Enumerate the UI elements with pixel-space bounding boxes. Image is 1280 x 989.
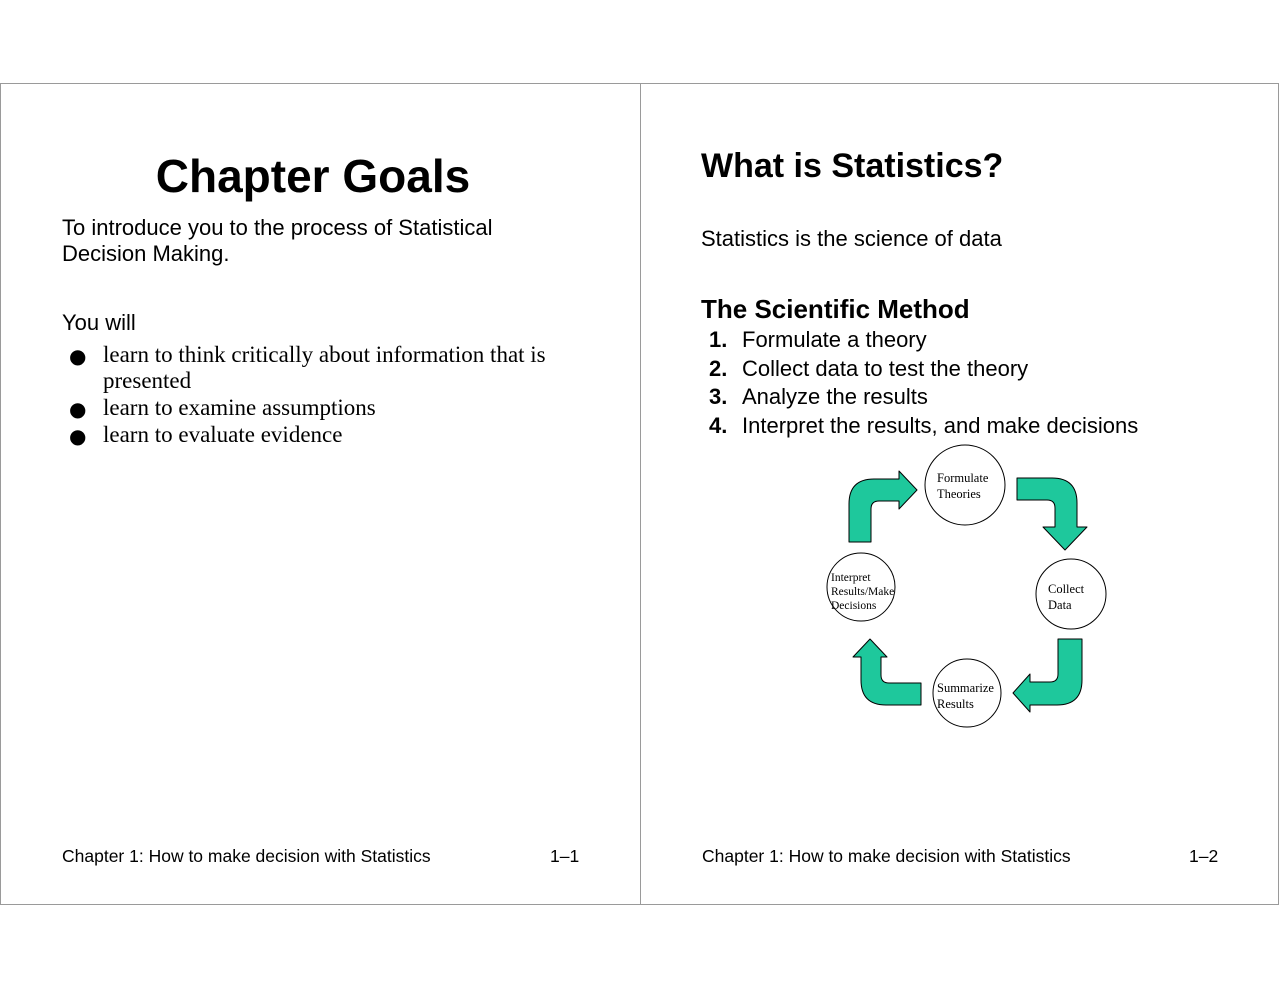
- handout-page: [0, 83, 1279, 905]
- page-number: 1–2: [1189, 846, 1219, 866]
- slide-footer: Chapter 1: How to make decision with Statistics: [702, 846, 1071, 866]
- goal-text: learn to think critically about information that is presented: [103, 342, 546, 393]
- bullet-icon: ●: [69, 424, 87, 448]
- goal-text: learn to evaluate evidence: [103, 422, 343, 447]
- arrow-to-interpret-icon: [853, 639, 921, 705]
- node-label: Results/Make: [831, 586, 895, 598]
- scientific-method-cycle-diagram: [641, 84, 1279, 904]
- step-text: Formulate a theory: [742, 327, 927, 352]
- step-number: 2.: [709, 355, 728, 381]
- section-heading: The Scientific Method: [701, 294, 970, 324]
- bullet-icon: ●: [69, 344, 87, 368]
- node-label: Interpret: [831, 572, 871, 584]
- slide-title: What is Statistics?: [701, 147, 1004, 185]
- step-text: Collect data to test the theory: [742, 355, 1029, 381]
- node-label: Decisions: [831, 600, 877, 612]
- list-item: [69, 342, 589, 394]
- slide-1: [1, 84, 640, 904]
- node-label: Data: [1048, 598, 1072, 612]
- slide-footer: Chapter 1: How to make decision with Statistics: [62, 846, 431, 866]
- cycle-node-formulate: [925, 445, 1005, 525]
- step-text: Interpret the results, and make decisions: [742, 412, 1139, 438]
- node-label: Theories: [937, 487, 981, 501]
- node-label: Formulate: [937, 471, 989, 485]
- intro-text: To introduce you to the process of Statistical Decision Making.: [62, 215, 493, 266]
- node-label: Results: [937, 697, 974, 711]
- step-number: 4.: [709, 412, 728, 438]
- arrow-to-formulate-icon: [849, 471, 917, 542]
- slide-title: Chapter Goals: [155, 150, 471, 202]
- node-circle: [925, 445, 1005, 525]
- slide-2: [641, 84, 1279, 904]
- step-text: Analyze the results: [742, 384, 928, 409]
- list-item: [69, 395, 589, 421]
- node-label: Collect: [1048, 582, 1085, 596]
- definition-text: Statistics is the science of data: [701, 226, 1002, 251]
- goal-text: learn to examine assumptions: [103, 395, 376, 420]
- page-number: 1–1: [550, 846, 580, 866]
- bullet-icon: ●: [69, 397, 87, 421]
- list-item: [69, 422, 589, 448]
- node-label: Summarize: [937, 681, 994, 695]
- arrow-to-summarize-icon: [1013, 639, 1082, 712]
- cycle-node-interpret: [827, 553, 895, 621]
- goals-list: [69, 342, 589, 449]
- step-number: 3.: [709, 384, 728, 409]
- arrow-to-collect-icon: [1017, 478, 1087, 550]
- step-number: 1.: [709, 327, 728, 352]
- lead-text: You will: [62, 310, 136, 335]
- cycle-node-collect: [1036, 559, 1106, 629]
- cycle-node-summarize: [933, 659, 1001, 727]
